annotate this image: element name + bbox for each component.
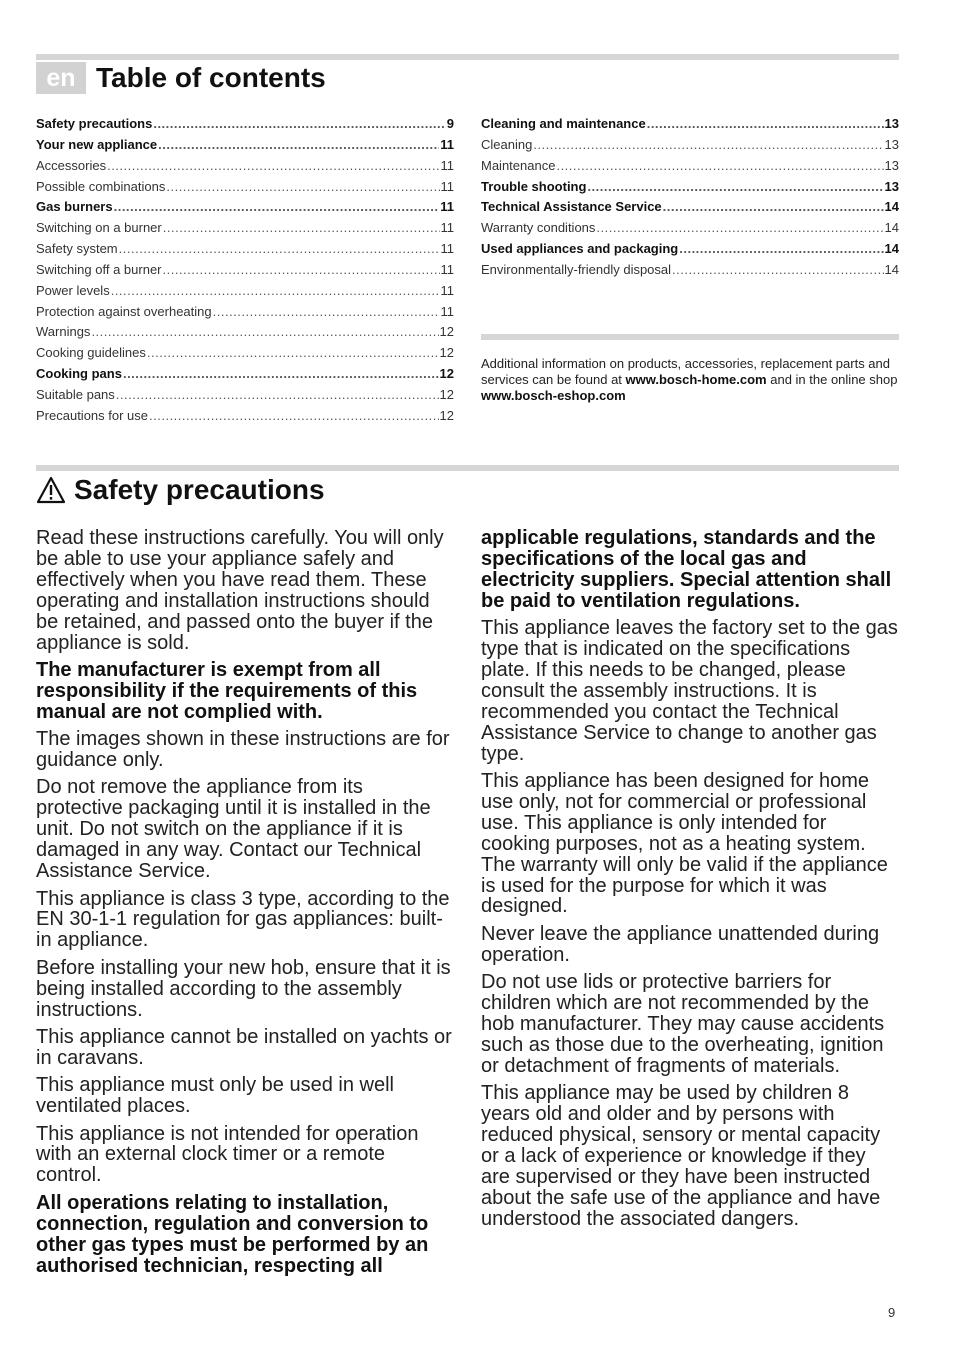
toc-entry-label: Switching off a burner — [36, 261, 162, 277]
toc-entry-page: 14 — [884, 220, 899, 236]
toc-entry-leader — [111, 283, 440, 298]
toc-entry-leader — [116, 387, 439, 402]
toc-left-column — [36, 116, 454, 429]
safety-paragraph: This appliance leaves the factory set to the gas type that is indicated on the specifications plate. If this needs to be changed, please consult the assembly instructions. It is recommended you contact the Technical Assistance Service to change to another gas type. — [481, 617, 898, 765]
toc-entry[interactable] — [36, 241, 454, 262]
toc-entry-label: Used appliances and packaging — [481, 241, 679, 257]
safety-right-column — [481, 528, 899, 1236]
toc-title: Table of contents — [96, 62, 326, 93]
toc-entry-leader — [213, 304, 440, 319]
toc-entry-page: 12 — [439, 324, 454, 340]
toc-entry-page: 12 — [439, 407, 454, 423]
toc-entry[interactable] — [36, 137, 454, 158]
safety-paragraph: This appliance is class 3 type, according to the EN 30-1-1 regulation for gas appliances: built-in appliance. — [36, 887, 450, 952]
toc-entry-leader — [556, 158, 883, 173]
toc-entry-leader — [107, 158, 439, 173]
toc-entry[interactable] — [481, 158, 899, 179]
safety-paragraph: All operations relating to installation, connection, regulation and conversion to other gas types must be performed by an authorised technician, respecting all — [36, 1191, 429, 1277]
toc-entry[interactable] — [481, 220, 899, 241]
toc-entry-label: Safety precautions — [36, 116, 153, 131]
toc-entry-leader — [119, 241, 440, 256]
safety-paragraph: Do not use lids or protective barriers for children which are not recommended by the hob manufacturer. They may cause accidents such as those due to the overheating, ignition or detachment of fragments of materials. — [481, 971, 885, 1077]
toc-entry-page: 13 — [884, 178, 899, 194]
toc-entry-leader — [663, 199, 884, 214]
toc-entry-label: Accessories — [36, 157, 107, 173]
toc-entry-page: 11 — [440, 220, 454, 236]
safety-paragraph: Never leave the appliance unattended during operation. — [481, 922, 880, 966]
toc-entry-leader — [533, 137, 883, 152]
toc-entry-label: Your new appliance — [36, 136, 158, 152]
safety-paragraph: applicable regulations, standards and the specifications of the local gas and electricity suppliers. Special attention shall be paid to ventilation regulations. — [481, 527, 892, 612]
toc-entry-leader — [153, 116, 445, 131]
toc-entry[interactable] — [36, 116, 454, 137]
toc-entry-page: 11 — [440, 199, 454, 215]
toc-entry[interactable] — [36, 408, 454, 429]
safety-paragraph: Before installing your new hob, ensure that it is being installed according to the assembly instructions. — [36, 956, 451, 1021]
safety-heading-text: Safety precautions — [74, 474, 325, 505]
toc-entry-page: 13 — [884, 136, 899, 152]
warning-triangle-icon — [36, 476, 66, 504]
toc-entry[interactable] — [36, 283, 454, 304]
toc-entry[interactable] — [481, 137, 899, 158]
toc-entry-label: Cleaning — [481, 136, 533, 152]
toc-entry[interactable] — [36, 179, 454, 200]
toc-entry[interactable] — [36, 345, 454, 366]
safety-heading — [36, 472, 325, 508]
toc-entry-leader — [587, 179, 883, 194]
toc-entry-leader — [647, 116, 884, 131]
info-text-2: and in the online shop — [766, 372, 898, 387]
toc-entry-page: 13 — [884, 157, 899, 173]
info-text-1: Additional information on products, accessories, replacement parts and services can be found at — [481, 356, 890, 387]
safety-paragraph: This appliance is not intended for operation with an external clock timer or a remote control. — [36, 1122, 419, 1187]
toc-entry-leader — [123, 366, 439, 381]
toc-entry-leader — [679, 241, 883, 256]
toc-entry[interactable] — [481, 199, 899, 220]
toc-entry-label: Trouble shooting — [481, 178, 587, 194]
toc-entry-label: Maintenance — [481, 157, 556, 173]
toc-entry[interactable] — [36, 220, 454, 241]
toc-entry-label: Cleaning and maintenance — [481, 116, 646, 131]
toc-entry-page: 13 — [884, 116, 899, 131]
toc-entry-leader — [163, 220, 440, 235]
safety-paragraph: Do not remove the appliance from its protective packaging until it is installed in the unit. Do not switch on the appliance if it is damaged in any way. Contact our Technical Assistance Service. — [36, 776, 431, 883]
toc-entry-page: 11 — [440, 157, 454, 173]
toc-entry-page: 11 — [440, 282, 454, 298]
toc-entry-label: Warranty conditions — [481, 220, 596, 236]
toc-entry[interactable] — [36, 387, 454, 408]
toc-entry-label: Environmentally-friendly disposal — [481, 261, 672, 277]
bosch-home-link[interactable]: www.bosch-home.com — [625, 372, 767, 387]
toc-entry-label: Gas burners — [36, 199, 113, 215]
safety-left-column — [36, 528, 454, 1283]
toc-entry-leader — [166, 179, 439, 194]
toc-entry[interactable] — [481, 262, 899, 283]
toc-entry[interactable] — [36, 262, 454, 283]
toc-entry-page: 11 — [440, 303, 454, 319]
toc-entry[interactable] — [481, 179, 899, 200]
section-rule — [36, 465, 899, 471]
page-number: 9 — [888, 1305, 896, 1320]
toc-entry-label: Precautions for use — [36, 407, 149, 423]
toc-entry-page: 12 — [439, 366, 454, 382]
toc-entry-leader — [672, 262, 884, 277]
toc-entry-page: 14 — [884, 199, 899, 215]
toc-entry-page: 11 — [440, 261, 454, 277]
safety-paragraph: This appliance must only be used in well ventilated places. — [36, 1074, 394, 1118]
safety-paragraph: This appliance cannot be installed on yachts or in caravans. — [36, 1025, 452, 1069]
toc-entry-page: 11 — [440, 136, 454, 152]
toc-entry-leader — [596, 220, 883, 235]
toc-entry[interactable] — [36, 366, 454, 387]
toc-entry-leader — [147, 345, 439, 360]
toc-entry-leader — [158, 137, 439, 152]
toc-entry[interactable] — [36, 158, 454, 179]
toc-entry-page: 12 — [439, 386, 454, 402]
toc-entry-page: 14 — [884, 261, 899, 277]
toc-entry[interactable] — [481, 241, 899, 262]
toc-entry-page: 9 — [446, 116, 454, 131]
toc-entry-leader — [149, 408, 439, 423]
toc-entry-page: 12 — [439, 345, 454, 361]
toc-entry-leader — [163, 262, 440, 277]
toc-entry-page: 14 — [884, 241, 899, 257]
toc-entry[interactable] — [481, 116, 899, 137]
safety-paragraph: The manufacturer is exempt from all responsibility if the requirements of this manual are not complied with. — [36, 658, 418, 723]
info-rule — [481, 334, 899, 340]
toc-entry-page: 11 — [440, 241, 454, 257]
bosch-eshop-link[interactable]: www.bosch-eshop.com — [481, 388, 626, 403]
toc-entry-leader — [91, 324, 438, 339]
language-badge: en — [36, 62, 86, 94]
toc-entry-label: Warnings — [36, 324, 91, 340]
safety-paragraph: This appliance has been designed for home use only, not for commercial or professional use. This appliance is only intended for cooking purposes, not as a heating system. The warranty will only be valid if the appliance is used for the purpose for which it was designed. — [481, 769, 888, 918]
toc-entry-label: Cooking pans — [36, 366, 122, 382]
toc-right-column — [481, 116, 899, 283]
toc-entry[interactable] — [36, 304, 454, 325]
toc-entry-leader — [114, 199, 440, 214]
safety-paragraph: This appliance may be used by children 8 years old and older and by persons with reduced physical, sensory or mental capacity or a lack of experience or knowledge if they are supervised or they have been instructed about the safe use of the appliance and have understood the associated dangers. — [481, 1082, 881, 1230]
toc-entry[interactable] — [36, 199, 454, 220]
toc-entry-label: Protection against overheating — [36, 303, 212, 319]
toc-entry-label: Suitable pans — [36, 386, 115, 402]
info-note — [481, 356, 901, 404]
safety-paragraph: Read these instructions carefully. You will only be able to use your appliance safely and effectively when you have read them. These operating and installation instructions should be retained, and passed onto the buyer if the appliance is sold. — [36, 527, 444, 654]
safety-paragraph: The images shown in these instructions are for guidance only. — [36, 728, 450, 772]
toc-entry-label: Technical Assistance Service — [481, 199, 662, 215]
toc-entry-label: Possible combinations — [36, 178, 166, 194]
toc-entry-label: Switching on a burner — [36, 220, 162, 236]
toc-entry-label: Cooking guidelines — [36, 345, 146, 361]
toc-entry-page: 11 — [440, 178, 454, 194]
toc-entry-label: Power levels — [36, 282, 110, 298]
toc-entry-label: Safety system — [36, 241, 118, 257]
toc-entry[interactable] — [36, 324, 454, 345]
